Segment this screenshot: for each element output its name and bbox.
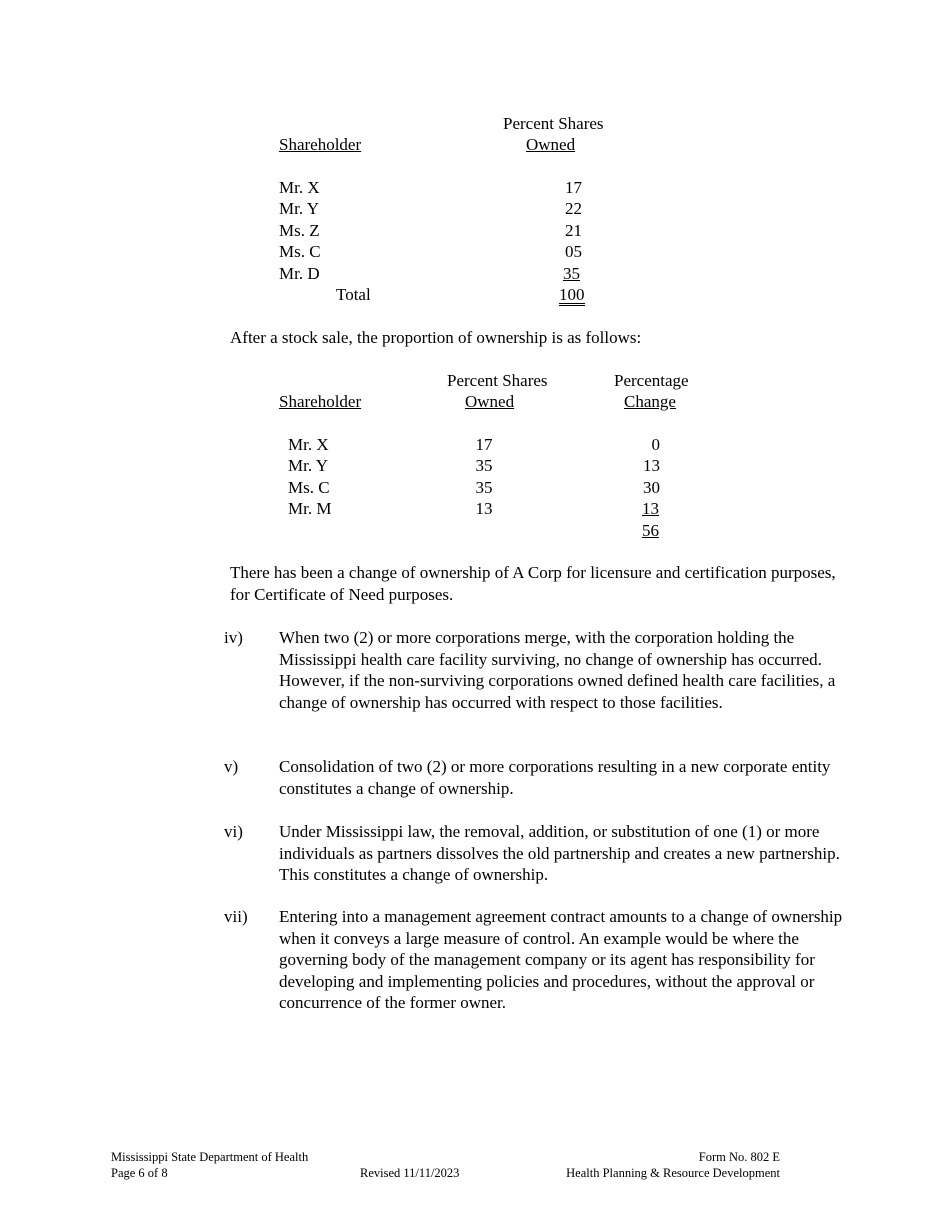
table2-row-value: 35: [475, 456, 493, 475]
conclusion-paragraph: There has been a change of ownership of A Corp for licensure and certification purposes, for Certificate of Need purposes.: [230, 563, 836, 604]
table1-row-name: Mr. Y: [279, 199, 319, 218]
table1-col-shareholder: Shareholder: [279, 135, 362, 154]
table1-total-label: Total: [336, 285, 371, 304]
table1-row-value: 17: [565, 178, 582, 197]
table1-col-percent-line1: Percent Shares: [503, 114, 604, 133]
item-text: Under Mississippi law, the removal, addition, or substitution of one (1) or more individuals as partners dissolves the old partnership and creates a new partnership. This constitutes a change of ownership.: [279, 822, 840, 884]
table2-row-name: Mr. Y: [288, 456, 328, 475]
table2-col-change-line2: Change: [624, 392, 676, 411]
table2-row-change: 13: [643, 456, 660, 475]
table2-row-change: 30: [643, 478, 660, 497]
table1-col-percent-line2: Owned: [526, 135, 576, 154]
table1-row-value: 05: [565, 242, 582, 261]
footer-division: Health Planning & Resource Development: [566, 1166, 780, 1180]
table1-row-value: 35: [563, 264, 580, 283]
table1-row-name: Mr. X: [279, 178, 320, 197]
table2-row-name: Ms. C: [288, 478, 330, 497]
table2-change-total: 56: [642, 521, 659, 540]
table2-row-name: Mr. X: [288, 435, 329, 454]
table1-total-value: 100: [559, 285, 585, 304]
footer-form-number: Form No. 802 E: [698, 1150, 780, 1164]
table2-col-shareholder: Shareholder: [279, 392, 362, 411]
item-text: Entering into a management agreement contract amounts to a change of ownership when it conveys a large measure of control. An example would be where the governing body of the management company or its agent has responsibility for developing and implementing policies and procedures, without the approval or concurrence of the former owner.: [279, 907, 843, 1012]
table2-row-change: 0: [651, 435, 660, 454]
item-marker: v): [224, 757, 239, 776]
table2-col-change-line1: Percentage: [614, 371, 689, 390]
intro-sentence: After a stock sale, the proportion of ownership is as follows:: [230, 328, 642, 347]
item-text: When two (2) or more corporations merge, with the corporation holding the Mississippi health care facility surviving, no change of ownership has occurred. However, if the non-surviving corporations owned defined health care facilities, a change of ownership has occurred with respect to those facilities.: [279, 628, 836, 712]
table2-row-change: 13: [642, 499, 659, 518]
table1-row-value: 21: [565, 221, 582, 240]
footer-page-number: Page 6 of 8: [111, 1166, 168, 1180]
item-marker: iv): [224, 628, 243, 647]
table2-row-value: 17: [475, 435, 493, 454]
footer-org: Mississippi State Department of Health: [111, 1150, 309, 1164]
table1-row-name: Ms. Z: [279, 221, 320, 240]
item-text: Consolidation of two (2) or more corporations resulting in a new corporate entity constitutes a change of ownership.: [279, 757, 831, 798]
table1-row-name: Mr. D: [279, 264, 320, 283]
footer-revised-date: Revised 11/11/2023: [360, 1166, 460, 1180]
table1-row-value: 22: [565, 199, 582, 218]
item-marker: vi): [224, 822, 243, 841]
table1-row-name: Ms. C: [279, 242, 321, 261]
table2-row-name: Mr. M: [288, 499, 332, 518]
item-marker: vii): [224, 907, 248, 926]
table2-col-percent-line2: Owned: [465, 392, 515, 411]
table2-col-percent-line1: Percent Shares: [447, 371, 548, 390]
table2-row-value: 35: [475, 478, 493, 497]
table2-row-value: 13: [475, 499, 493, 518]
